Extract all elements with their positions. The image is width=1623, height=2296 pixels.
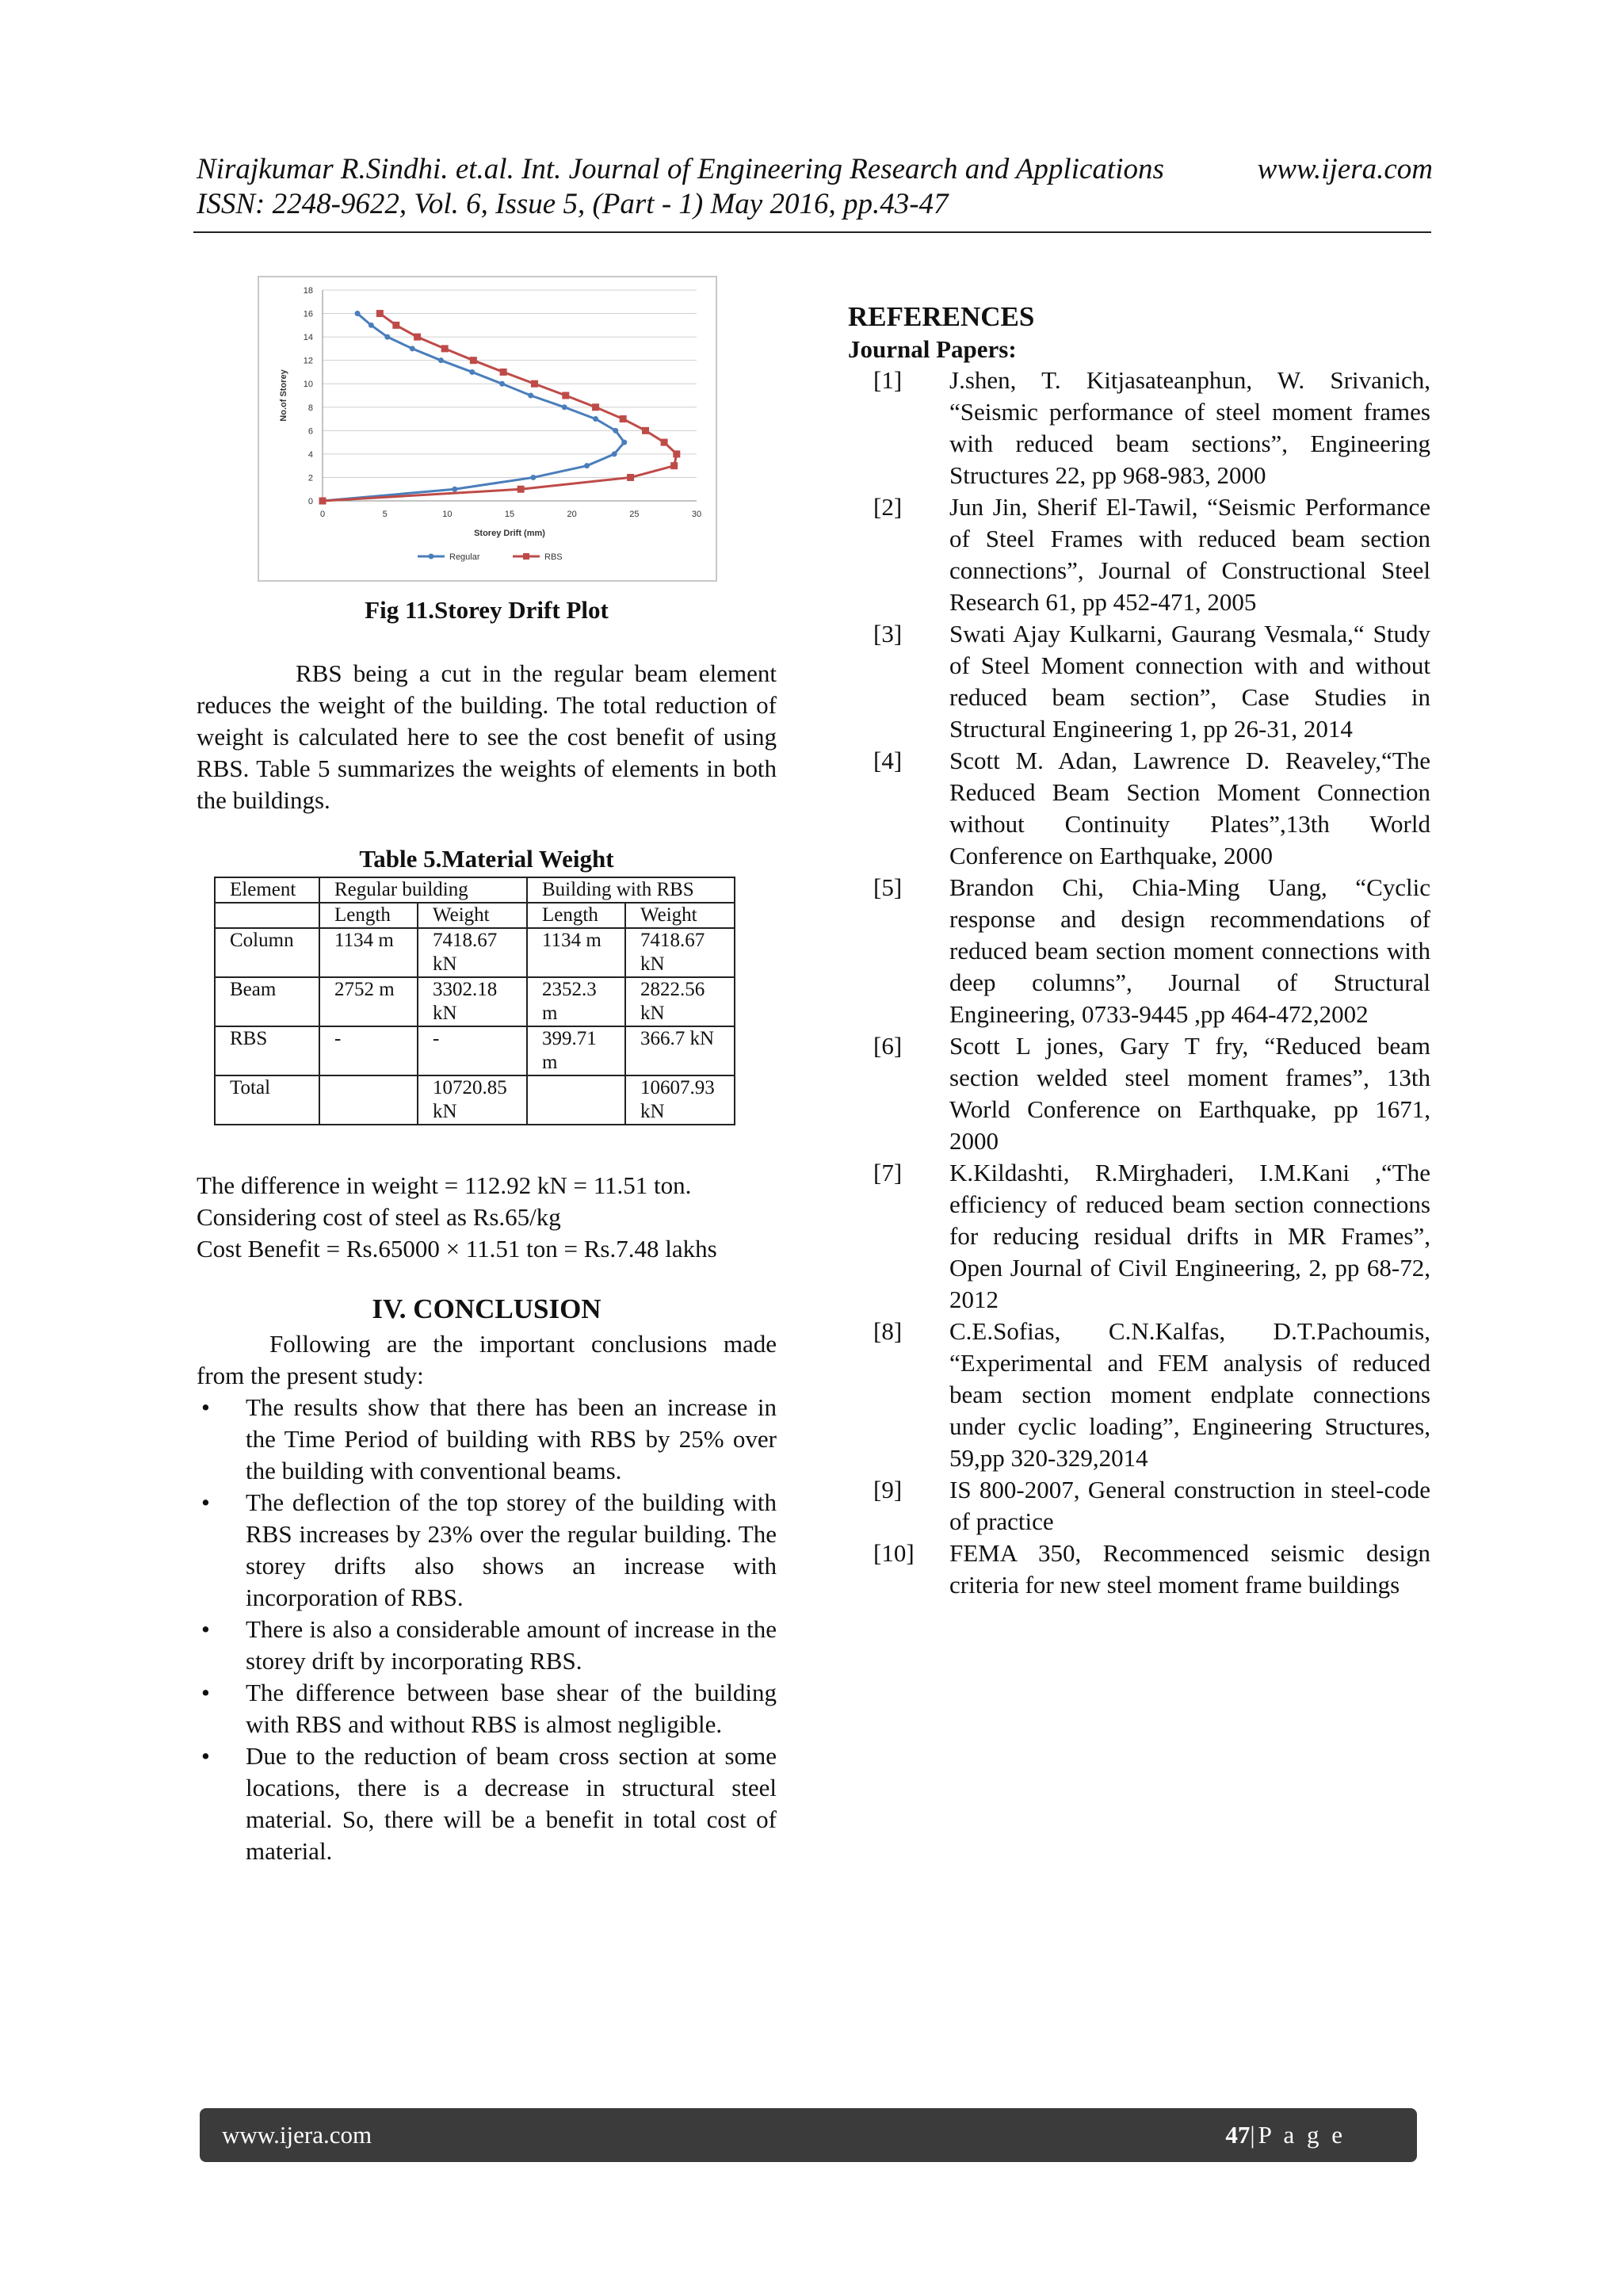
table-cell: - xyxy=(319,1026,418,1075)
table-row xyxy=(215,928,735,977)
table-caption: Table 5.Material Weight xyxy=(359,845,614,873)
reference-item xyxy=(848,365,1430,491)
y-tick-label: 16 xyxy=(303,309,313,319)
table-cell: 7418.67 kN xyxy=(418,928,527,977)
table-cell: Total xyxy=(215,1075,319,1125)
table-cell: 2752 m xyxy=(319,977,418,1026)
figure-caption: Fig 11.Storey Drift Plot xyxy=(365,596,609,624)
reference-text: Scott M. Adan, Lawrence D. Reaveley,“The Reduced Beam Section Moment Connection without Continuity Plates”,13th World Conference on Earthquake, 2000 xyxy=(949,747,1430,869)
reference-number: [2] xyxy=(873,493,903,521)
reference-text: J.shen, T. Kitjasateanphun, W. Srivanich, “Seismic performance of steel moment frames with reduced beam sections”, Engineering Structures 22, pp 968-983, 2000 xyxy=(949,366,1430,489)
legend-label: Regular xyxy=(449,552,480,562)
reference-text: Swati Ajay Kulkarni, Gaurang Vesmala,“ Study of Steel Moment connection with and without reduced beam section”, Case Studies in Structural Engineering 1, pp 26-31, 2014 xyxy=(949,620,1430,743)
x-tick-label: 0 xyxy=(319,510,326,519)
calc-line-3: Cost Benefit = Rs.65000 × 11.51 ton = Rs.7.48 lakhs xyxy=(197,1235,717,1263)
data-point-rbs xyxy=(376,310,384,317)
page-number: 47 xyxy=(1225,2121,1251,2149)
table-cell: 2822.56 kN xyxy=(625,977,735,1026)
table-header-rbs: Building with RBS xyxy=(527,877,735,903)
data-point-rbs xyxy=(661,439,668,446)
data-point-rbs xyxy=(470,357,477,364)
table-row xyxy=(215,977,735,1026)
reference-item xyxy=(848,1474,1430,1538)
x-tick-label: 25 xyxy=(629,510,640,519)
legend-marker-regular xyxy=(429,554,434,560)
table-cell: 10607.93 kN xyxy=(625,1075,735,1125)
x-tick-label: 30 xyxy=(691,510,702,519)
running-header xyxy=(197,152,1433,222)
calc-line-1: The difference in weight = 112.92 kN = 11.51 ton. xyxy=(197,1171,692,1199)
storey-drift-chart xyxy=(258,276,717,582)
material-weight-table xyxy=(214,877,735,1125)
x-tick-label: 10 xyxy=(442,510,453,519)
conclusion-section xyxy=(197,1328,777,1867)
reference-item xyxy=(848,618,1430,745)
list-item: • The deflection of the top storey of the building with RBS increases by 23% over the regular building. The storey drifts also shows an increase with incorporation of RBS. xyxy=(197,1487,777,1614)
reference-item xyxy=(848,1157,1430,1316)
table-header-regular: Regular building xyxy=(319,877,527,903)
data-point-regular xyxy=(584,463,590,468)
reference-number: [1] xyxy=(873,366,903,394)
reference-number: [5] xyxy=(873,873,903,901)
legend-label: RBS xyxy=(544,552,563,562)
references-subtitle: Journal Papers: xyxy=(848,335,1017,363)
list-item: • The results show that there has been an increase in the Time Period of building with RBS by 25% over the building with conventional beams. xyxy=(197,1392,777,1487)
list-item: • Due to the reduction of beam cross section at some locations, there is a decrease in structural steel material. So, there will be a benefit in total cost of material. xyxy=(197,1740,777,1867)
reference-number: [10] xyxy=(873,1539,915,1567)
y-axis-label: No.of Storey xyxy=(279,369,288,422)
x-tick-label: 15 xyxy=(504,510,515,519)
list-item: • The difference between base shear of the building with RBS and without RBS is almost negligible. xyxy=(197,1677,777,1740)
table-cell xyxy=(527,1075,625,1125)
data-point-regular xyxy=(562,404,567,410)
data-point-rbs xyxy=(319,498,327,505)
conclusion-list xyxy=(197,1392,777,1867)
table-subheader-length: Length xyxy=(527,903,625,928)
reference-number: [6] xyxy=(873,1032,903,1060)
y-tick-label: 2 xyxy=(307,473,313,483)
reference-text: Brandon Chi, Chia-Ming Uang, “Cyclic response and design recommendations of reduced beam section moment connections with deep columns”, Journal of Structural Engineering, 0733-9445 ,pp 464-472,2002 xyxy=(949,873,1430,1028)
data-point-rbs xyxy=(642,427,649,434)
y-tick-label: 8 xyxy=(307,403,313,413)
header-authors-journal: Nirajkumar R.Sindhi. et.al. Int. Journal of Engineering Research and Applications xyxy=(197,153,1164,185)
header-rule xyxy=(193,231,1431,233)
reference-item xyxy=(848,745,1430,872)
data-point-rbs xyxy=(627,474,634,481)
data-point-regular xyxy=(355,311,361,316)
reference-item xyxy=(848,491,1430,618)
data-point-rbs xyxy=(500,369,507,376)
reference-item xyxy=(848,872,1430,1030)
reference-item xyxy=(848,1538,1430,1601)
table-subheader-weight: Weight xyxy=(625,903,735,928)
header-website[interactable]: www.ijera.com xyxy=(1257,153,1433,185)
reference-text: Jun Jin, Sherif El-Tawil, “Seismic Performance of Steel Frames with reduced beam section connections”, Journal of Constructional Steel Research 61, pp 452-471, 2005 xyxy=(949,493,1430,616)
table-cell: RBS xyxy=(215,1026,319,1075)
table-cell: 2352.3 m xyxy=(527,977,625,1026)
table-cell: 10720.85 kN xyxy=(418,1075,527,1125)
y-tick-label: 10 xyxy=(303,380,313,390)
table-subheader-length: Length xyxy=(319,903,418,928)
data-point-rbs xyxy=(670,462,678,469)
table-cell: - xyxy=(418,1026,527,1075)
calc-line-2: Considering cost of steel as Rs.65/kg xyxy=(197,1203,561,1231)
reference-number: [4] xyxy=(873,747,903,774)
data-point-regular xyxy=(410,346,415,351)
data-point-regular xyxy=(613,428,618,434)
left-column xyxy=(197,658,777,816)
table-row xyxy=(215,1026,735,1075)
reference-item xyxy=(848,1030,1430,1157)
data-point-rbs xyxy=(673,450,680,457)
reference-text: C.E.Sofias, C.N.Kalfas, D.T.Pachoumis, “Experimental and FEM analysis of reduced beam section moment endplate connections under cyclic loading”, Engineering Structures, 59,pp 320-329,2014 xyxy=(949,1317,1430,1472)
data-point-rbs xyxy=(531,380,538,388)
list-item: • There is also a considerable amount of increase in the storey drift by incorporating RBS. xyxy=(197,1614,777,1677)
body-paragraph: RBS being a cut in the regular beam element reduces the weight of the building. The total reduction of weight is calculated here to see the cost benefit of using RBS. Table 5 summarizes the weights of elements in both the buildings. xyxy=(197,659,777,814)
reference-text: IS 800-2007, General construction in steel-code of practice xyxy=(949,1476,1430,1535)
x-tick-label: 5 xyxy=(382,510,388,519)
y-tick-label: 0 xyxy=(307,497,313,506)
table-row xyxy=(215,1075,735,1125)
table-cell: Column xyxy=(215,928,319,977)
table-cell: 3302.18 kN xyxy=(418,977,527,1026)
data-point-regular xyxy=(621,440,627,445)
y-tick-label: 4 xyxy=(307,449,313,460)
footer-page-number xyxy=(1225,2121,1346,2149)
reference-number: [9] xyxy=(873,1476,903,1503)
reference-text: Scott L jones, Gary T fry, “Reduced beam section welded steel moment frames”, 13th World Conference on Earthquake, pp 1671, 2000 xyxy=(949,1032,1430,1155)
references-title: REFERENCES xyxy=(848,301,1035,332)
table-cell: 366.7 kN xyxy=(625,1026,735,1075)
table-header-row xyxy=(215,877,735,903)
header-issn: ISSN: 2248-9622, Vol. 6, Issue 5, (Part - 1) May 2016, pp.43-47 xyxy=(197,188,949,220)
y-tick-label: 18 xyxy=(303,286,313,296)
data-point-rbs xyxy=(620,415,627,422)
reference-number: [8] xyxy=(873,1317,903,1345)
table-cell: Beam xyxy=(215,977,319,1026)
storey-drift-chart-svg xyxy=(259,277,716,580)
data-point-regular xyxy=(528,393,533,399)
data-point-regular xyxy=(384,334,390,340)
y-tick-label: 14 xyxy=(303,333,313,343)
footer-website[interactable]: www.ijera.com xyxy=(222,2121,372,2149)
reference-number: [3] xyxy=(873,620,903,648)
y-tick-label: 6 xyxy=(307,426,313,437)
references-section xyxy=(848,300,1430,1601)
page-footer xyxy=(200,2108,1417,2162)
data-point-regular xyxy=(593,416,598,422)
reference-text: K.Kildashti, R.Mirghaderi, I.M.Kani ,“The efficiency of reduced beam section connections for reducing residual drifts in MR Frames”, Open Journal of Civil Engineering, 2, pp 68-72, 2012 xyxy=(949,1159,1430,1313)
data-point-regular xyxy=(469,369,475,375)
table-cell: 7418.67 kN xyxy=(625,928,735,977)
data-point-rbs xyxy=(517,486,525,493)
reference-number: [7] xyxy=(873,1159,903,1186)
legend-marker-rbs xyxy=(523,553,529,560)
table-cell: 1134 m xyxy=(527,928,625,977)
data-point-rbs xyxy=(414,334,421,341)
data-point-regular xyxy=(499,381,505,387)
data-point-regular xyxy=(612,451,617,457)
conclusion-intro: Following are the important conclusions made from the present study: xyxy=(197,1330,777,1389)
y-tick-label: 12 xyxy=(303,356,313,366)
x-tick-label: 20 xyxy=(567,510,577,519)
data-point-rbs xyxy=(441,345,449,352)
data-point-rbs xyxy=(592,403,599,411)
data-point-regular xyxy=(452,487,457,492)
reference-item xyxy=(848,1316,1430,1474)
reference-text: FEMA 350, Recommenced seismic design criteria for new steel moment frame buildings xyxy=(949,1539,1430,1599)
table-cell: 399.71 m xyxy=(527,1026,625,1075)
cost-calculation xyxy=(197,1170,783,1265)
data-point-regular xyxy=(438,357,444,363)
table-cell xyxy=(215,903,319,928)
page-label: |P a g e xyxy=(1250,2121,1346,2149)
table-subheader-weight: Weight xyxy=(418,903,527,928)
conclusion-title: IV. CONCLUSION xyxy=(372,1293,601,1324)
table-subheader-row xyxy=(215,903,735,928)
data-point-rbs xyxy=(562,392,569,399)
data-point-rbs xyxy=(392,322,399,329)
table-cell: 1134 m xyxy=(319,928,418,977)
data-point-regular xyxy=(369,323,374,328)
data-point-regular xyxy=(530,475,536,480)
x-axis-label: Storey Drift (mm) xyxy=(474,529,545,538)
table-header-element: Element xyxy=(215,877,319,903)
table-cell xyxy=(319,1075,418,1125)
